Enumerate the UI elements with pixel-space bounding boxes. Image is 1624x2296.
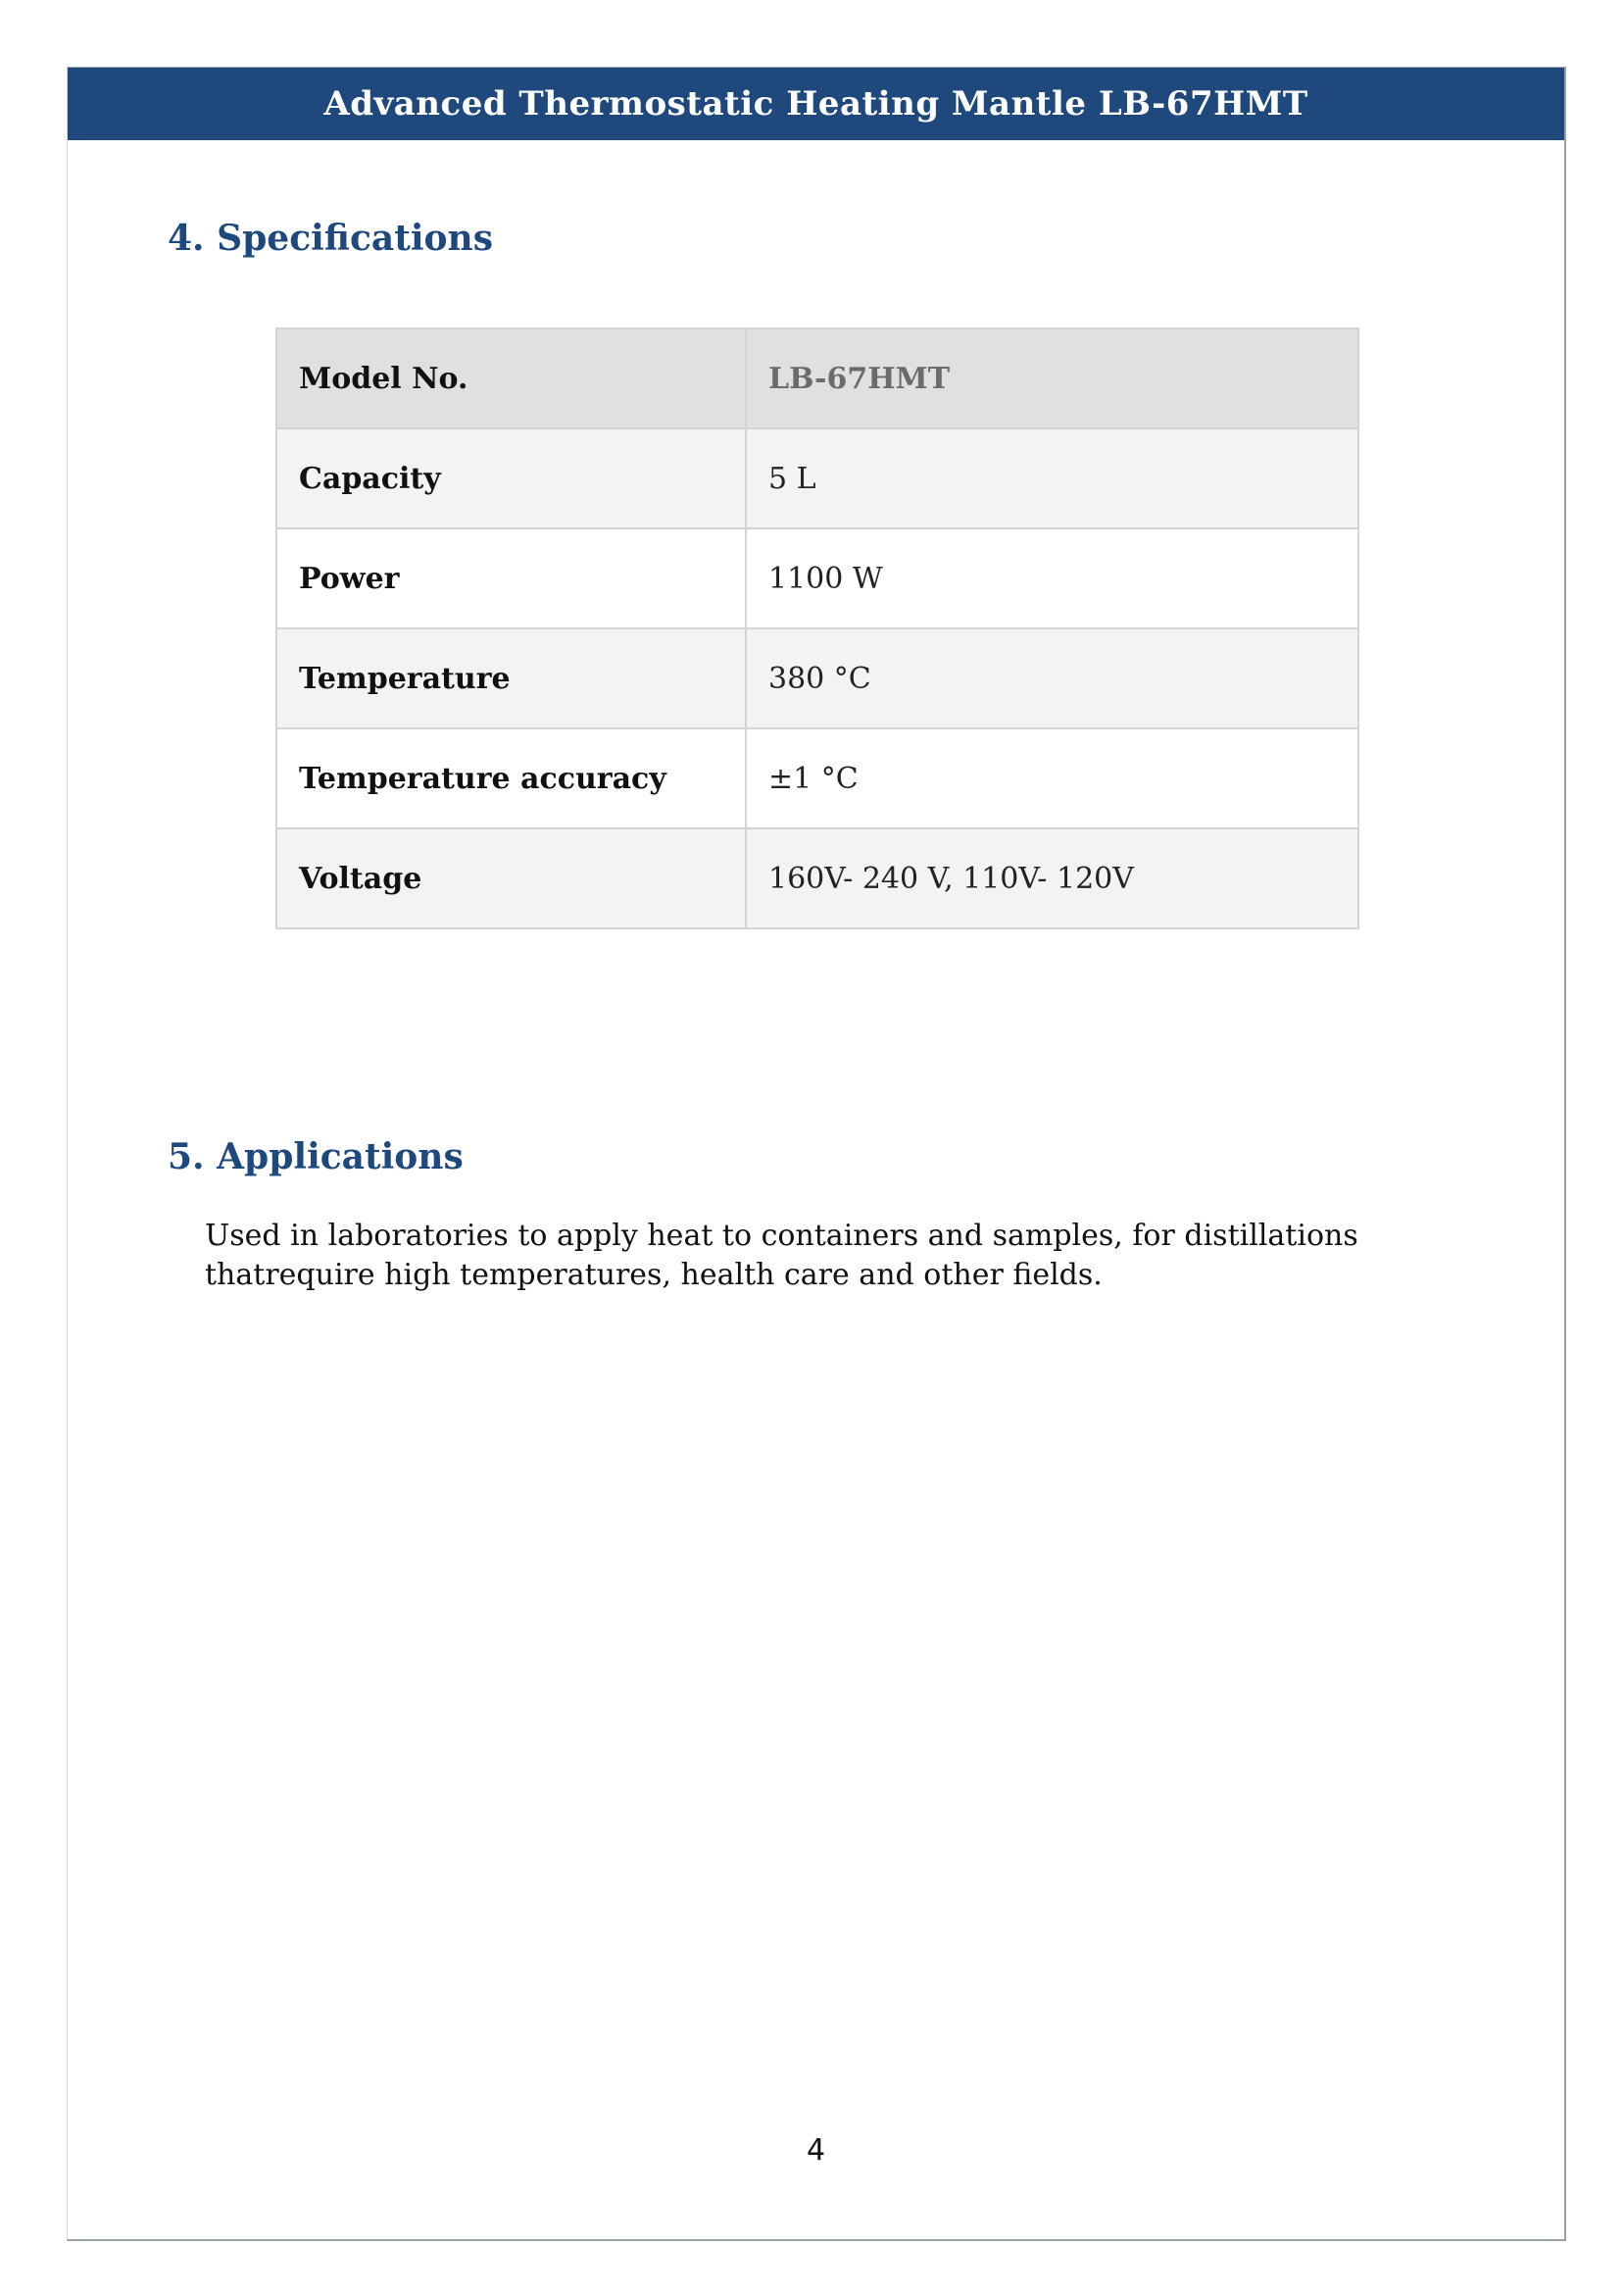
spec-label: Model No. bbox=[276, 328, 746, 428]
spec-value: 160V- 240 V, 110V- 120V bbox=[746, 828, 1358, 928]
spec-label: Voltage bbox=[276, 828, 746, 928]
spec-value: LB-67HMT bbox=[746, 328, 1358, 428]
specifications-table bbox=[275, 327, 1359, 929]
document-title: Advanced Thermostatic Heating Mantle LB-67HMT bbox=[323, 84, 1308, 124]
spec-label: Capacity bbox=[276, 428, 746, 528]
applications-paragraph: Used in laboratories to apply heat to containers and samples, for distillations thatrequire high temperatures, health care and other fields. bbox=[205, 1219, 1358, 1292]
table-row bbox=[276, 728, 1358, 828]
table-row bbox=[276, 428, 1358, 528]
spec-value: 1100 W bbox=[746, 528, 1358, 628]
applications-heading: 5. Applications bbox=[168, 1136, 464, 1177]
page-number: 4 bbox=[806, 2133, 826, 2168]
spec-value: 380 °C bbox=[746, 628, 1358, 728]
spec-label: Power bbox=[276, 528, 746, 628]
spec-label: Temperature bbox=[276, 628, 746, 728]
table-row bbox=[276, 328, 1358, 428]
specifications-heading: 4. Specifications bbox=[168, 218, 493, 259]
spec-value: ±1 °C bbox=[746, 728, 1358, 828]
table-row bbox=[276, 528, 1358, 628]
table-row bbox=[276, 628, 1358, 728]
table-row bbox=[276, 828, 1358, 928]
spec-value: 5 L bbox=[746, 428, 1358, 528]
document-page bbox=[67, 67, 1566, 2241]
spec-label: Temperature accuracy bbox=[276, 728, 746, 828]
document-header-bar bbox=[68, 68, 1564, 140]
